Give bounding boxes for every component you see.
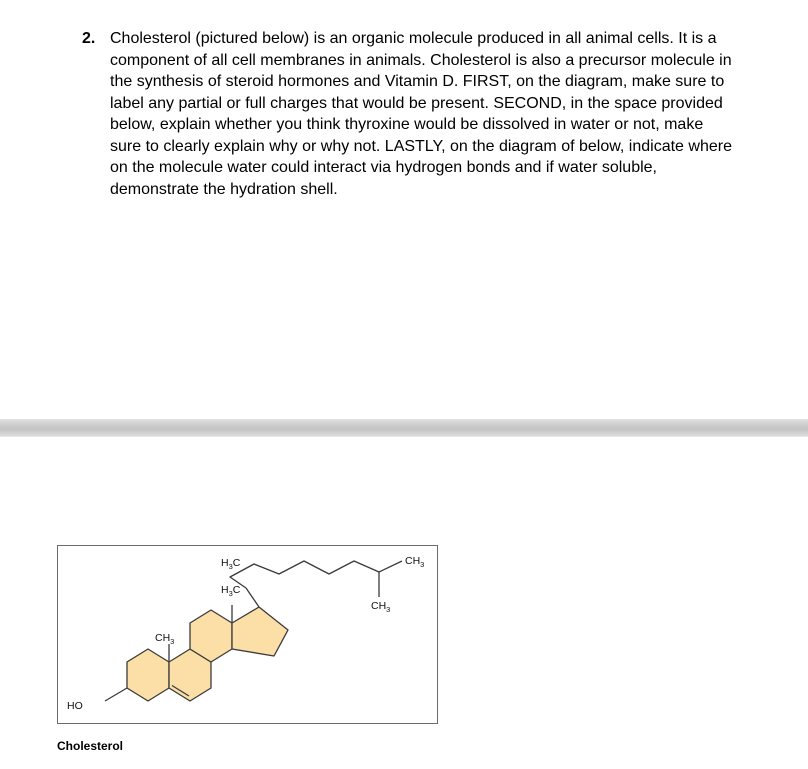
- question-line: below, explain whether you think thyroxine would be dissolved in water or not, make: [110, 116, 704, 133]
- ring-a: [127, 649, 169, 701]
- ch3-end-label: $CH_3$: [405, 555, 425, 569]
- cholesterol-structure-svg: [58, 546, 437, 723]
- question-text: [110, 28, 772, 200]
- question-line: on the molecule water could interact via hydrogen bonds and if water soluble,: [110, 159, 657, 176]
- ho-bond: [105, 688, 127, 701]
- question-line: Cholesterol (pictured below) is an organic molecule produced in all animal cells. It is a: [110, 30, 717, 47]
- cholesterol-diagram: [57, 545, 438, 724]
- question-number: 2.: [82, 30, 96, 47]
- figure-caption: Cholesterol: [57, 739, 124, 753]
- page-divider: [0, 419, 808, 437]
- question-line: component of all cell membranes in animals. Cholesterol is also a precursor molecule in: [110, 51, 732, 69]
- question-line: the synthesis of steroid hormones and Vitamin D. FIRST, on the diagram, make sure to: [110, 73, 725, 90]
- ch3-ring-label: $CH_3$: [155, 632, 175, 646]
- h3c-upper-bond: [246, 588, 259, 607]
- steroid-rings: [127, 607, 288, 701]
- ho-label: HO: [67, 700, 83, 712]
- h3c-upper-label: $H_3C$: [221, 557, 241, 571]
- side-chain: [230, 561, 402, 588]
- question-line: demonstrate the hydration shell.: [110, 180, 338, 198]
- h3c-lower-label: $H_3C$: [221, 584, 241, 598]
- question-line: sure to clearly explain why or why not. LASTLY, on the diagram of below, indicate where: [110, 137, 732, 155]
- ring-d: [232, 607, 288, 656]
- question-line: label any partial or full charges that would be present. SECOND, in the space provided: [110, 94, 723, 112]
- ch3-branch-label: $CH_3$: [371, 600, 391, 614]
